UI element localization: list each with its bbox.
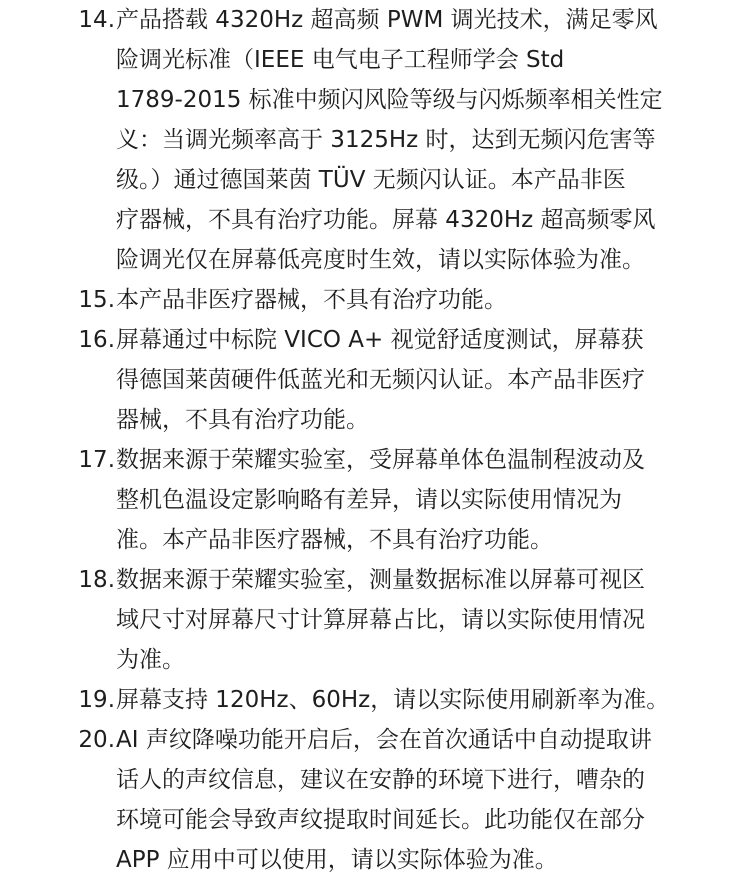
text-line: 域尺寸对屏幕尺寸计算屏幕占比，请以实际使用情况 bbox=[116, 607, 645, 633]
footnote-18 bbox=[0, 560, 750, 680]
footnote-text bbox=[116, 0, 676, 280]
text-line: 数据来源于荣耀实验室，测量数据标准以屏幕可视区 bbox=[116, 567, 645, 593]
text-line: 产品搭载 4320Hz 超高频 PWM 调光技术，满足零风 bbox=[116, 7, 658, 33]
footnote-number: 15. bbox=[78, 287, 115, 313]
text-line: 得德国莱茵硬件低蓝光和无频闪认证。本产品非医疗 bbox=[116, 367, 645, 393]
footnote-text bbox=[116, 720, 676, 880]
footnote-20 bbox=[0, 720, 750, 880]
footnote-number: 19. bbox=[78, 687, 115, 713]
footnote-16 bbox=[0, 320, 750, 440]
text-line: 级。）通过德国莱茵 TÜV 无频闪认证。本产品非医 bbox=[116, 167, 626, 193]
text-line: 义：当调光频率高于 3125Hz 时，达到无频闪危害等 bbox=[116, 127, 656, 153]
text-line: 险调光仅在屏幕低亮度时生效，请以实际体验为准。 bbox=[116, 247, 645, 273]
footnote-text bbox=[116, 560, 676, 680]
footnote-17 bbox=[0, 440, 750, 560]
footnote-number: 18. bbox=[78, 567, 115, 593]
text-line: 器械，不具有治疗功能。 bbox=[116, 407, 369, 433]
footnote-text bbox=[116, 320, 676, 440]
text-line: 整机色温设定影响略有差异，请以实际使用情况为 bbox=[116, 487, 622, 513]
footnote-text bbox=[116, 280, 676, 320]
text-line: APP 应用中可以使用，请以实际体验为准。 bbox=[116, 847, 558, 873]
footnote-number: 17. bbox=[78, 447, 115, 473]
text-line: 数据来源于荣耀实验室，受屏幕单体色温制程波动及 bbox=[116, 447, 645, 473]
text-line: 本产品非医疗器械，不具有治疗功能。 bbox=[116, 287, 507, 313]
text-line: 环境可能会导致声纹提取时间延长。此功能仅在部分 bbox=[116, 807, 645, 833]
footnote-text bbox=[116, 680, 676, 720]
footnote-number: 14. bbox=[78, 7, 115, 33]
text-line: 1789-2015 标准中频闪风险等级与闪烁频率相关性定 bbox=[116, 87, 663, 113]
footnote-text bbox=[116, 440, 676, 560]
text-line: 险调光标准（IEEE 电气电子工程师学会 Std bbox=[116, 47, 565, 73]
footnote-14 bbox=[0, 0, 750, 280]
text-line: 为准。 bbox=[116, 647, 185, 673]
footnote-number: 16. bbox=[78, 327, 115, 353]
footnote-19 bbox=[0, 680, 750, 720]
text-line: 屏幕通过中标院 VICO A+ 视觉舒适度测试，屏幕获 bbox=[116, 327, 644, 353]
text-line: AI 声纹降噪功能开启后，会在首次通话中自动提取讲 bbox=[116, 727, 652, 753]
text-line: 准。本产品非医疗器械，不具有治疗功能。 bbox=[116, 527, 553, 553]
footnote-15 bbox=[0, 280, 750, 320]
text-line: 话人的声纹信息，建议在安静的环境下进行，嘈杂的 bbox=[116, 767, 645, 793]
text-line: 疗器械，不具有治疗功能。屏幕 4320Hz 超高频零风 bbox=[116, 207, 656, 233]
footnote-number: 20. bbox=[78, 727, 115, 753]
text-line: 屏幕支持 120Hz、60Hz，请以实际使用刷新率为准。 bbox=[116, 687, 670, 713]
